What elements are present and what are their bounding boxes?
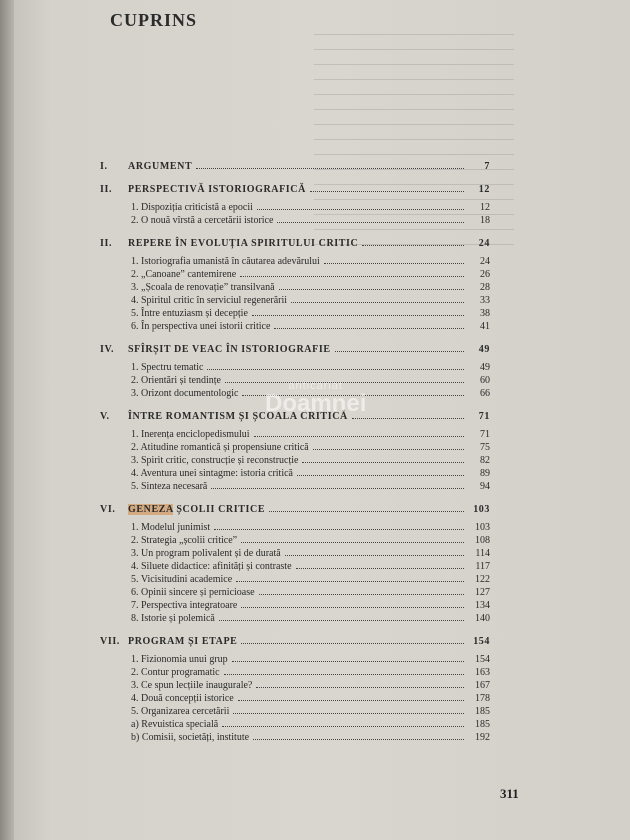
- dot-leader: [352, 418, 464, 419]
- entry-title: 3. Spirit critic, construcție și reconstrucție: [131, 455, 299, 466]
- chapter-number: VI.: [100, 504, 116, 515]
- entry-title: 2. Atitudine romantică și propensiune critică: [131, 442, 309, 453]
- chapter-title: [128, 237, 362, 250]
- toc-section: [100, 410, 490, 493]
- dot-leader: [324, 263, 464, 264]
- dot-leader: [362, 245, 464, 246]
- dot-leader: [313, 449, 464, 450]
- chapter-title-highlight: GENEZA: [128, 504, 174, 515]
- entry-page-number: 127: [475, 587, 490, 598]
- chapter-number: II.: [100, 184, 113, 195]
- chapter-title: [128, 160, 196, 173]
- entry-page-number: 178: [475, 693, 490, 704]
- toc-entry: [100, 599, 490, 612]
- entry-page-number: 33: [480, 295, 490, 306]
- entry-title: 4. Aventura unei sintagme: istoria critică: [131, 468, 293, 479]
- entry-title: 5. Vicisitudini academice: [131, 574, 233, 585]
- toc-entry: [100, 454, 490, 467]
- dot-leader: [296, 568, 464, 569]
- chapter-page-number: 49: [478, 344, 490, 355]
- toc-section: [100, 635, 490, 744]
- entry-page-number: 28: [480, 282, 490, 293]
- toc-chapter-heading: [100, 237, 490, 250]
- dot-leader: [335, 351, 464, 352]
- entry-page-number: 94: [480, 481, 490, 492]
- entry-page-number: 71: [480, 429, 490, 440]
- dot-leader: [219, 620, 464, 621]
- dot-leader: [241, 607, 464, 608]
- chapter-page-number: 12: [478, 184, 490, 195]
- entry-title: 6. În perspectiva unei istorii critice: [131, 321, 271, 332]
- toc-section: [100, 237, 490, 333]
- dot-leader: [196, 168, 464, 169]
- dot-leader: [277, 222, 464, 223]
- entry-page-number: 66: [480, 388, 490, 399]
- dot-leader: [240, 276, 464, 277]
- dot-leader: [256, 687, 464, 688]
- dot-leader: [233, 713, 464, 714]
- watermark-small-text: anticariat: [288, 380, 343, 392]
- chapter-number: V.: [100, 411, 110, 422]
- toc-entry: [100, 547, 490, 560]
- dot-leader: [291, 302, 464, 303]
- entry-page-number: 192: [475, 732, 490, 743]
- chapter-page-number: 71: [478, 411, 490, 422]
- toc-entry: [100, 666, 490, 679]
- toc-entry: [100, 705, 490, 718]
- entry-title: 2. Strategia „școlii critice”: [131, 535, 238, 546]
- toc-entry: [100, 692, 490, 705]
- toc-chapter-heading: [100, 503, 490, 516]
- entry-page-number: 60: [480, 375, 490, 386]
- entry-title: 6. Opinii sincere și pernicioase: [131, 587, 255, 598]
- toc-entry: [100, 586, 490, 599]
- toc-chapter-heading: [100, 160, 490, 173]
- entry-title: 1. Fizionomia unui grup: [131, 654, 228, 665]
- entry-title: 5. Organizarea cercetării: [131, 706, 230, 717]
- entry-page-number: 185: [475, 719, 490, 730]
- toc-entry: [100, 480, 490, 493]
- dot-leader: [297, 475, 464, 476]
- entry-page-number: 18: [480, 215, 490, 226]
- entry-page-number: 24: [480, 256, 490, 267]
- entry-page-number: 12: [480, 202, 490, 213]
- dot-leader: [253, 739, 464, 740]
- toc-entry: [100, 361, 490, 374]
- toc-section: [100, 503, 490, 625]
- book-spine-shadow: [0, 0, 14, 840]
- toc-entry: [100, 294, 490, 307]
- chapter-title: [128, 503, 269, 516]
- toc-entry: [100, 307, 490, 320]
- dot-leader: [279, 289, 464, 290]
- entry-page-number: 38: [480, 308, 490, 319]
- dot-leader: [274, 328, 464, 329]
- dot-leader: [232, 661, 464, 662]
- toc-entry: [100, 268, 490, 281]
- entry-title: 1. Dispoziția criticistă a epocii: [131, 202, 253, 213]
- toc-entry: [100, 573, 490, 586]
- entry-page-number: 82: [480, 455, 490, 466]
- dot-leader: [238, 700, 464, 701]
- entry-title: 1. Istoriografia umanistă în căutarea adevărului: [131, 256, 320, 267]
- chapter-page-number: 154: [473, 636, 490, 647]
- entry-title: 5. Între entuziasm și decepție: [131, 308, 248, 319]
- entry-page-number: 103: [475, 522, 490, 533]
- entry-title: 3. Orizont documentologic: [131, 388, 239, 399]
- toc-entry: [100, 731, 490, 744]
- dot-leader: [310, 191, 464, 192]
- toc-section: [100, 183, 490, 227]
- toc-chapter-heading: [100, 183, 490, 196]
- chapter-title-text: ÎNTRE ROMANTISM ȘI ȘCOALA CRITICĂ: [128, 411, 348, 422]
- watermark: [265, 380, 366, 418]
- chapter-number: I.: [100, 161, 108, 172]
- dot-leader: [252, 315, 464, 316]
- page-title: CUPRINS: [110, 10, 198, 30]
- dot-leader: [207, 369, 464, 370]
- chapter-number: VII.: [100, 636, 120, 647]
- entry-title: a) Revuistica specială: [131, 719, 219, 730]
- entry-title: 1. Inerența enciclopedismului: [131, 429, 250, 440]
- entry-page-number: 108: [475, 535, 490, 546]
- chapter-number: II.: [100, 238, 113, 249]
- dot-leader: [285, 555, 464, 556]
- entry-page-number: 75: [480, 442, 490, 453]
- chapter-page-number: 7: [484, 161, 490, 172]
- entry-title: 2. Orientări și tendințe: [131, 375, 221, 386]
- toc-entry: [100, 320, 490, 333]
- watermark-big-text: Doamnei: [265, 390, 367, 417]
- chapter-title-text: PROGRAM ȘI ETAPE: [128, 636, 238, 647]
- entry-page-number: 167: [475, 680, 490, 691]
- dot-leader: [224, 674, 464, 675]
- entry-title: 2. „Canoane” cantemirene: [131, 269, 237, 280]
- entry-title: 2. O nouă vîrstă a cercetării istorice: [131, 215, 274, 226]
- dot-leader: [257, 209, 464, 210]
- entry-page-number: 117: [475, 561, 490, 572]
- dot-leader: [269, 511, 464, 512]
- chapter-title: [128, 183, 310, 196]
- entry-page-number: 49: [480, 362, 490, 373]
- entry-title: b) Comisii, societăți, institute: [131, 732, 250, 743]
- toc-entry: [100, 214, 490, 227]
- entry-page-number: 41: [480, 321, 490, 332]
- dot-leader: [302, 462, 464, 463]
- entry-page-number: 114: [475, 548, 490, 559]
- chapter-title-text: SFÎRȘIT DE VEAC ÎN ISTORIOGRAFIE: [128, 344, 331, 355]
- toc-entry: [100, 534, 490, 547]
- entry-title: 3. „Școala de renovație” transilvană: [131, 282, 275, 293]
- entry-title: 3. Ce spun lecțiile inaugurale?: [131, 680, 253, 691]
- toc-entry: [100, 679, 490, 692]
- toc-entry: [100, 467, 490, 480]
- entry-title: 4. Siluete didactice: afinități și contraste: [131, 561, 292, 572]
- dot-leader: [241, 542, 464, 543]
- entry-title: 2. Contur programatic: [131, 667, 220, 678]
- entry-page-number: 122: [475, 574, 490, 585]
- chapter-title-text: ȘCOLII CRITICE: [173, 504, 266, 515]
- toc-entry: [100, 428, 490, 441]
- toc-section: [100, 160, 490, 173]
- toc-chapter-heading: [100, 635, 490, 648]
- chapter-title-text: ARGUMENT: [128, 161, 193, 172]
- table-of-contents: [100, 160, 490, 754]
- dot-leader: [214, 529, 464, 530]
- dot-leader: [254, 436, 464, 437]
- toc-chapter-heading: [100, 343, 490, 356]
- chapter-number: IV.: [100, 344, 115, 355]
- toc-entry: [100, 281, 490, 294]
- dot-leader: [211, 488, 464, 489]
- entry-title: 4. Două concepții istorice: [131, 693, 234, 704]
- dot-leader: [236, 581, 464, 582]
- dot-leader: [259, 594, 464, 595]
- toc-entry: [100, 521, 490, 534]
- chapter-title: [128, 343, 335, 356]
- entry-page-number: 26: [480, 269, 490, 280]
- entry-title: 4. Spiritul critic în serviciul regenerării: [131, 295, 288, 306]
- entry-title: 1. Modelul junimist: [131, 522, 211, 533]
- dot-leader: [222, 726, 464, 727]
- entry-page-number: 134: [475, 600, 490, 611]
- toc-entry: [100, 653, 490, 666]
- toc-entry: [100, 255, 490, 268]
- entry-page-number: 163: [475, 667, 490, 678]
- chapter-page-number: 103: [473, 504, 490, 515]
- chapter-title-text: REPERE ÎN EVOLUȚIA SPIRITULUI CRITIC: [128, 238, 359, 249]
- entry-page-number: 140: [475, 613, 490, 624]
- entry-page-number: 154: [475, 654, 490, 665]
- entry-title: 5. Sinteza necesară: [131, 481, 208, 492]
- dot-leader: [241, 643, 464, 644]
- entry-title: 7. Perspectiva integratoare: [131, 600, 238, 611]
- toc-entry: [100, 718, 490, 731]
- toc-entry: [100, 612, 490, 625]
- entry-title: 1. Spectru tematic: [131, 362, 204, 373]
- chapter-title-text: PERSPECTIVĂ ISTORIOGRAFICĂ: [128, 184, 306, 195]
- chapter-page-number: 24: [478, 238, 490, 249]
- chapter-title: [128, 635, 241, 648]
- entry-page-number: 89: [480, 468, 490, 479]
- toc-entry: [100, 441, 490, 454]
- entry-title: 8. Istorie și polemică: [131, 613, 215, 624]
- entry-title: 3. Un program polivalent și de durată: [131, 548, 281, 559]
- toc-entry: [100, 560, 490, 573]
- toc-entry: [100, 201, 490, 214]
- entry-page-number: 185: [475, 706, 490, 717]
- page-number: 311: [500, 786, 519, 801]
